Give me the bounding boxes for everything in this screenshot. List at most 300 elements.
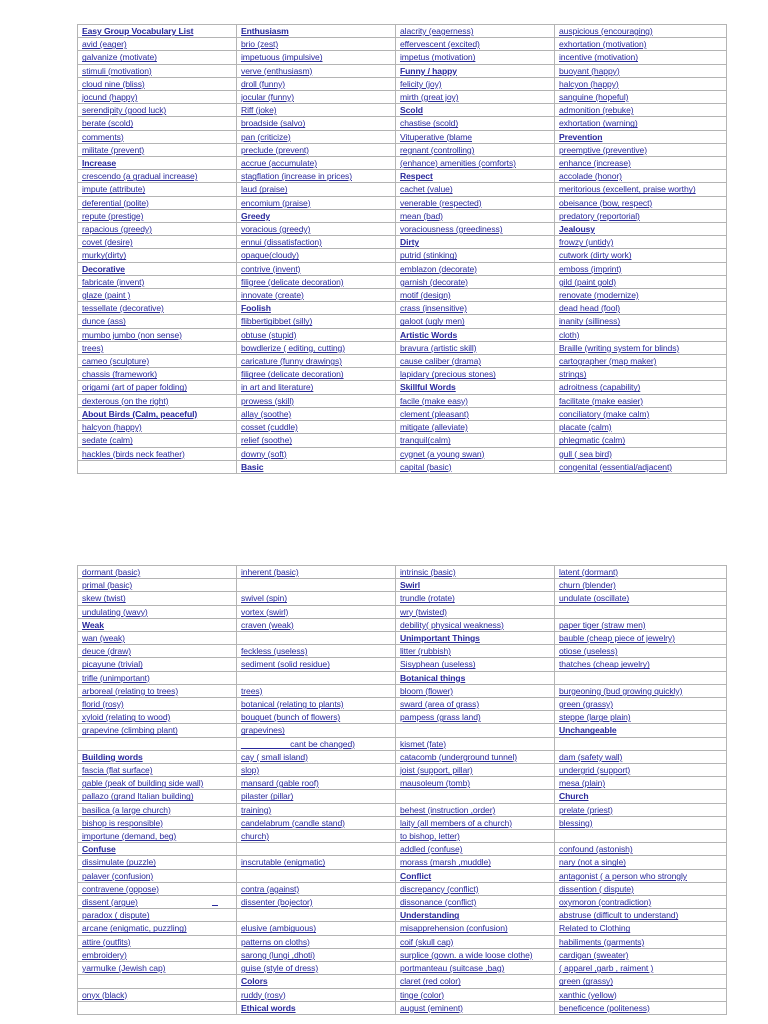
vocabulary-cell: mirth (great joy) bbox=[396, 91, 555, 104]
vocabulary-cell: placate (calm) bbox=[555, 421, 727, 434]
vocabulary-cell: phlegmatic (calm) bbox=[555, 434, 727, 447]
vocabulary-cell: mesa (plain) bbox=[555, 777, 727, 790]
vocabulary-cell: paradox ( dispute) bbox=[78, 909, 237, 922]
vocabulary-cell: chastise (scold) bbox=[396, 117, 555, 130]
table-row bbox=[78, 856, 727, 869]
vocabulary-cell: emblazon (decorate) bbox=[396, 262, 555, 275]
vocabulary-cell: deuce (draw) bbox=[78, 645, 237, 658]
table-row bbox=[78, 658, 727, 671]
vocabulary-cell: burgeoning (bud growing quickly) bbox=[555, 684, 727, 697]
vocabulary-cell: embroidery) bbox=[78, 948, 237, 961]
vocabulary-cell: facilitate (make easier) bbox=[555, 394, 727, 407]
category-heading-cell: Greedy bbox=[237, 209, 396, 222]
vocabulary-cell: dexterous (on the right) bbox=[78, 394, 237, 407]
vocabulary-cell bbox=[237, 579, 396, 592]
category-heading-cell: Weak bbox=[78, 618, 237, 631]
table-row bbox=[78, 289, 727, 302]
vocabulary-cell bbox=[78, 975, 237, 988]
vocabulary-cell: innovate (create) bbox=[237, 289, 396, 302]
vocabulary-cell: mumbo jumbo (non sense) bbox=[78, 328, 237, 341]
table-row bbox=[78, 816, 727, 829]
vocabulary-cell: ruddy (rosy) bbox=[237, 988, 396, 1001]
category-heading-cell: Enthusiasm bbox=[237, 25, 396, 38]
vocabulary-cell: dead head (fool) bbox=[555, 302, 727, 315]
vocabulary-cell: picayune (trivial) bbox=[78, 658, 237, 671]
vocabulary-cell: motif (design) bbox=[396, 289, 555, 302]
table-row bbox=[78, 935, 727, 948]
vocabulary-cell: murky(dirty) bbox=[78, 249, 237, 262]
table-row bbox=[78, 948, 727, 961]
vocabulary-cell: covet (desire) bbox=[78, 236, 237, 249]
vocabulary-cell: botanical (relating to plants) bbox=[237, 698, 396, 711]
table-row bbox=[78, 262, 727, 275]
table-row bbox=[78, 671, 727, 684]
table-row bbox=[78, 592, 727, 605]
vocabulary-cell: dissonance (conflict) bbox=[396, 896, 555, 909]
vocabulary-cell: Related to Clothing bbox=[555, 922, 727, 935]
vocabulary-cell: halcyon (happy) bbox=[78, 421, 237, 434]
vocabulary-cell: renovate (modernize) bbox=[555, 289, 727, 302]
vocabulary-cell: litter (rubbish) bbox=[396, 645, 555, 658]
vocabulary-cell: downy (soft) bbox=[237, 447, 396, 460]
vocabulary-cell: catacomb (underground tunnel) bbox=[396, 750, 555, 763]
vocabulary-cell: sward (area of grass) bbox=[396, 698, 555, 711]
table-row bbox=[78, 183, 727, 196]
vocabulary-cell: comments) bbox=[78, 130, 237, 143]
vocabulary-cell: exhortation (warning) bbox=[555, 117, 727, 130]
vocabulary-cell: florid (rosy) bbox=[78, 698, 237, 711]
vocabulary-cell: stagflation (increase in prices) bbox=[237, 170, 396, 183]
category-heading-cell: Swirl bbox=[396, 579, 555, 592]
table-row bbox=[78, 698, 727, 711]
vocabulary-cell: mean (bad) bbox=[396, 209, 555, 222]
vocabulary-cell bbox=[555, 830, 727, 843]
table-row bbox=[78, 605, 727, 618]
table-row bbox=[78, 223, 727, 236]
category-heading-cell: Skillful Words bbox=[396, 381, 555, 394]
table-row bbox=[78, 328, 727, 341]
vocabulary-cell: ennui (dissatisfaction) bbox=[237, 236, 396, 249]
vocabulary-cell: beneficence (politeness) bbox=[555, 1001, 727, 1014]
table-row bbox=[78, 724, 727, 737]
table-row bbox=[78, 618, 727, 631]
vocabulary-cell bbox=[396, 724, 555, 737]
table-row bbox=[78, 381, 727, 394]
vocabulary-cell: pallazo (grand Italian building) bbox=[78, 790, 237, 803]
table-row bbox=[78, 975, 727, 988]
vocabulary-cell: Sisyphean (useless) bbox=[396, 658, 555, 671]
vocabulary-cell: nary (not a single) bbox=[555, 856, 727, 869]
category-heading-cell: Ethical words bbox=[237, 1001, 396, 1014]
table-row bbox=[78, 803, 727, 816]
vocabulary-cell: impetuous (impulsive) bbox=[237, 51, 396, 64]
table-row bbox=[78, 896, 727, 909]
vocabulary-cell: church) bbox=[237, 830, 396, 843]
table-row bbox=[78, 64, 727, 77]
vocabulary-cell: feckless (useless) bbox=[237, 645, 396, 658]
vocabulary-cell: grapevines) bbox=[237, 724, 396, 737]
vocabulary-cell bbox=[555, 671, 727, 684]
vocabulary-cell: brio (zest) bbox=[237, 38, 396, 51]
category-heading-cell: Botanical things bbox=[396, 671, 555, 684]
table-row bbox=[78, 394, 727, 407]
vocabulary-cell: wan (weak) bbox=[78, 632, 237, 645]
vocabulary-cell: pilaster (pillar) bbox=[237, 790, 396, 803]
table-row bbox=[78, 249, 727, 262]
vocabulary-cell: frowzy (untidy) bbox=[555, 236, 727, 249]
category-heading-cell: Funny / happy bbox=[396, 64, 555, 77]
vocabulary-cell: voraciousness (greediness) bbox=[396, 223, 555, 236]
vocabulary-cell: xyloid (relating to wood) bbox=[78, 711, 237, 724]
vocabulary-cell: crescendo (a gradual increase) bbox=[78, 170, 237, 183]
vocabulary-cell: dissention ( dispute) bbox=[555, 882, 727, 895]
vocabulary-cell: attire (outfits) bbox=[78, 935, 237, 948]
vocabulary-cell: sedate (calm) bbox=[78, 434, 237, 447]
table-row bbox=[78, 341, 727, 354]
vocabulary-cell: gable (peak of building side wall) bbox=[78, 777, 237, 790]
vocabulary-cell: dissent (argue) bbox=[78, 896, 237, 909]
table-row bbox=[78, 434, 727, 447]
table-row bbox=[78, 645, 727, 658]
vocabulary-cell: serendipity (good luck) bbox=[78, 104, 237, 117]
vocabulary-cell: sanguine (hopeful) bbox=[555, 91, 727, 104]
vocabulary-cell: sediment (solid residue) bbox=[237, 658, 396, 671]
vocabulary-cell: preclude (prevent) bbox=[237, 143, 396, 156]
vocabulary-cell: glaze (paint ) bbox=[78, 289, 237, 302]
table-row bbox=[78, 104, 727, 117]
vocabulary-cell: green (grassy) bbox=[555, 698, 727, 711]
table-row bbox=[78, 117, 727, 130]
table-row bbox=[78, 38, 727, 51]
vocabulary-cell: intrinsic (basic) bbox=[396, 566, 555, 579]
vocabulary-cell: bloom (flower) bbox=[396, 684, 555, 697]
vocabulary-cell: skew (twist) bbox=[78, 592, 237, 605]
vocabulary-cell: kismet (fate) bbox=[396, 737, 555, 750]
vocabulary-cell: dormant (basic) bbox=[78, 566, 237, 579]
vocabulary-cell: avid (eager) bbox=[78, 38, 237, 51]
vocabulary-cell: allay (soothe) bbox=[237, 407, 396, 420]
vocabulary-cell: thatches (cheap jewelry) bbox=[555, 658, 727, 671]
vocabulary-cell: oxymoron (contradiction) bbox=[555, 896, 727, 909]
vocabulary-cell: swivel (spin) bbox=[237, 592, 396, 605]
vocabulary-cell: buoyant (happy) bbox=[555, 64, 727, 77]
table-row bbox=[78, 315, 727, 328]
vocabulary-cell: wry (twisted) bbox=[396, 605, 555, 618]
table-row bbox=[78, 843, 727, 856]
vocabulary-cell: broadside (salvo) bbox=[237, 117, 396, 130]
vocabulary-cell: discrepancy (conflict) bbox=[396, 882, 555, 895]
vocabulary-cell bbox=[237, 632, 396, 645]
vocabulary-cell: lapidary (precious stones) bbox=[396, 368, 555, 381]
vocabulary-cell: behest (instruction ,order) bbox=[396, 803, 555, 816]
category-heading-cell: Respect bbox=[396, 170, 555, 183]
vocabulary-cell: portmanteau (suitcase ,bag) bbox=[396, 962, 555, 975]
vocabulary-cell: deferential (polite) bbox=[78, 196, 237, 209]
table-row bbox=[78, 157, 727, 170]
category-heading-cell: Unimportant Things bbox=[396, 632, 555, 645]
vocabulary-cell: origami (art of paper folding) bbox=[78, 381, 237, 394]
table-row bbox=[78, 355, 727, 368]
vocabulary-cell: emboss (imprint) bbox=[555, 262, 727, 275]
table-row bbox=[78, 236, 727, 249]
vocabulary-cell: cloth) bbox=[555, 328, 727, 341]
category-heading-cell: Scold bbox=[396, 104, 555, 117]
vocabulary-cell: stimuli (motivation) bbox=[78, 64, 237, 77]
vocabulary-cell: conciliatory (make calm) bbox=[555, 407, 727, 420]
vocabulary-cell: candelabrum (candle stand) bbox=[237, 816, 396, 829]
vocabulary-cell: laity (all members of a church) bbox=[396, 816, 555, 829]
vocabulary-cell: admonition (rebuke) bbox=[555, 104, 727, 117]
vocabulary-cell: meritorious (excellent, praise worthy) bbox=[555, 183, 727, 196]
vocabulary-cell: undergrid (support) bbox=[555, 764, 727, 777]
vocabulary-cell: impute (attribute) bbox=[78, 183, 237, 196]
vocabulary-cell: cosset (cuddle) bbox=[237, 421, 396, 434]
vocabulary-cell: flibbertigibbet (silly) bbox=[237, 315, 396, 328]
vocabulary-cell: churn (blender) bbox=[555, 579, 727, 592]
vocabulary-cell: repute (prestige) bbox=[78, 209, 237, 222]
vocabulary-cell: crass (insensitive) bbox=[396, 302, 555, 315]
vocabulary-cell: basilica (a large church) bbox=[78, 803, 237, 816]
table-row bbox=[78, 777, 727, 790]
vocabulary-cell: bishop is responsible) bbox=[78, 816, 237, 829]
category-heading-cell: Foolish bbox=[237, 302, 396, 315]
vocabulary-cell: bravura (artistic skill) bbox=[396, 341, 555, 354]
vocabulary-cell: paper tiger (straw men) bbox=[555, 618, 727, 631]
table-row bbox=[78, 143, 727, 156]
vocabulary-cell: cloud nine (bliss) bbox=[78, 77, 237, 90]
vocabulary-cell: debility( physical weakness) bbox=[396, 618, 555, 631]
vocabulary-cell: sarong (lungi ,dhoti) bbox=[237, 948, 396, 961]
vocabulary-table-bottom bbox=[77, 565, 727, 1015]
vocabulary-cell: training) bbox=[237, 803, 396, 816]
vocabulary-cell: ( apparel ,garb , raiment ) bbox=[555, 962, 727, 975]
vocabulary-cell: confound (astonish) bbox=[555, 843, 727, 856]
vocabulary-cell: contravene (oppose) bbox=[78, 882, 237, 895]
vocabulary-cell: grapevine (climbing plant) bbox=[78, 724, 237, 737]
category-heading-cell: Jealousy bbox=[555, 223, 727, 236]
table-row bbox=[78, 579, 727, 592]
stray-underline-mark bbox=[212, 905, 218, 906]
vocabulary-cell: jocund (happy) bbox=[78, 91, 237, 104]
vocabulary-cell bbox=[78, 460, 237, 473]
vocabulary-cell: misapprehension (confusion) bbox=[396, 922, 555, 935]
vocabulary-cell: adroitness (capability) bbox=[555, 381, 727, 394]
vocabulary-cell: dissimulate (puzzle) bbox=[78, 856, 237, 869]
table-row bbox=[78, 302, 727, 315]
table-row bbox=[78, 421, 727, 434]
vocabulary-cell: cay ( small island) bbox=[237, 750, 396, 763]
vocabulary-cell: guise (style of dress) bbox=[237, 962, 396, 975]
table-row bbox=[78, 447, 727, 460]
vocabulary-cell: accolade (honor) bbox=[555, 170, 727, 183]
vocabulary-cell: chassis (framework) bbox=[78, 368, 237, 381]
vocabulary-cell: cardigan (sweater) bbox=[555, 948, 727, 961]
vocabulary-cell: importune (demand, beg) bbox=[78, 830, 237, 843]
table-row bbox=[78, 460, 727, 473]
vocabulary-cell: voracious (greedy) bbox=[237, 223, 396, 236]
table-row bbox=[78, 407, 727, 420]
vocabulary-cell: congenital (essential/adjacent) bbox=[555, 460, 727, 473]
table-row bbox=[78, 170, 727, 183]
vocabulary-cell: august (eminent) bbox=[396, 1001, 555, 1014]
vocabulary-cell: __________ cant be changed) bbox=[237, 737, 396, 750]
vocabulary-cell: elusive (ambiguous) bbox=[237, 922, 396, 935]
vocabulary-cell: morass (marsh ,muddle) bbox=[396, 856, 555, 869]
vocabulary-cell: relief (soothe) bbox=[237, 434, 396, 447]
vocabulary-cell bbox=[78, 1001, 237, 1014]
vocabulary-cell: bowdlerize ( editing, cutting) bbox=[237, 341, 396, 354]
table-row bbox=[78, 909, 727, 922]
vocabulary-cell: trundle (rotate) bbox=[396, 592, 555, 605]
vocabulary-cell: arcane (enigmatic, puzzling) bbox=[78, 922, 237, 935]
vocabulary-cell: obtuse (stupid) bbox=[237, 328, 396, 341]
vocabulary-cell: in art and literature) bbox=[237, 381, 396, 394]
table-row bbox=[78, 988, 727, 1001]
table-row bbox=[78, 711, 727, 724]
vocabulary-cell bbox=[78, 737, 237, 750]
vocabulary-cell: pan (criticize) bbox=[237, 130, 396, 143]
vocabulary-cell: steppe (large plain) bbox=[555, 711, 727, 724]
vocabulary-cell: clement (pleasant) bbox=[396, 407, 555, 420]
vocabulary-cell: undulating (wavy) bbox=[78, 605, 237, 618]
vocabulary-cell: contrive (invent) bbox=[237, 262, 396, 275]
table-row bbox=[78, 566, 727, 579]
table-row bbox=[78, 684, 727, 697]
vocabulary-cell: verve (enthusiasm) bbox=[237, 64, 396, 77]
vocabulary-cell bbox=[237, 671, 396, 684]
vocabulary-cell: inscrutable (enigmatic) bbox=[237, 856, 396, 869]
category-heading-cell: Increase bbox=[78, 157, 237, 170]
vocabulary-cell: palaver (confusion) bbox=[78, 869, 237, 882]
vocabulary-cell: onyx (black) bbox=[78, 988, 237, 1001]
vocabulary-cell: mitigate (alleviate) bbox=[396, 421, 555, 434]
vocabulary-cell: filigree (delicate decoration) bbox=[237, 368, 396, 381]
vocabulary-cell: auspicious (encouraging) bbox=[555, 25, 727, 38]
category-heading-cell: Dirty bbox=[396, 236, 555, 249]
vocabulary-cell: mausoleum (tomb) bbox=[396, 777, 555, 790]
vocabulary-cell: caricature (funny drawings) bbox=[237, 355, 396, 368]
vocabulary-cell: Braille (writing system for blinds) bbox=[555, 341, 727, 354]
vocabulary-cell: gull ( sea bird) bbox=[555, 447, 727, 460]
vocabulary-cell: filigree (delicate decoration) bbox=[237, 275, 396, 288]
table-row bbox=[78, 368, 727, 381]
vocabulary-cell: craven (weak) bbox=[237, 618, 396, 631]
vocabulary-cell: hackles (birds neck feather) bbox=[78, 447, 237, 460]
vocabulary-cell: mansard (gable roof) bbox=[237, 777, 396, 790]
category-heading-cell: Artistic Words bbox=[396, 328, 555, 341]
vocabulary-cell: accrue (accumulate) bbox=[237, 157, 396, 170]
table-row bbox=[78, 790, 727, 803]
vocabulary-cell: prowess (skill) bbox=[237, 394, 396, 407]
vocabulary-cell: Riff (joke) bbox=[237, 104, 396, 117]
vocabulary-cell: (enhance) amenities (comforts) bbox=[396, 157, 555, 170]
vocabulary-cell: prelate (priest) bbox=[555, 803, 727, 816]
vocabulary-cell: tessellate (decorative) bbox=[78, 302, 237, 315]
vocabulary-cell: blessing) bbox=[555, 816, 727, 829]
vocabulary-cell: dissenter (bojector) bbox=[237, 896, 396, 909]
table-row bbox=[78, 922, 727, 935]
vocabulary-cell: rapacious (greedy) bbox=[78, 223, 237, 236]
vocabulary-cell: inanity (silliness) bbox=[555, 315, 727, 328]
table-row bbox=[78, 91, 727, 104]
vocabulary-cell: claret (red color) bbox=[396, 975, 555, 988]
table-row bbox=[78, 209, 727, 222]
category-heading-cell: Understanding bbox=[396, 909, 555, 922]
table-row bbox=[78, 51, 727, 64]
vocabulary-cell: inherent (basic) bbox=[237, 566, 396, 579]
vocabulary-cell: cartographer (map maker) bbox=[555, 355, 727, 368]
table-row bbox=[78, 764, 727, 777]
vocabulary-cell: addled (confuse) bbox=[396, 843, 555, 856]
vocabulary-cell: jocular (funny) bbox=[237, 91, 396, 104]
vocabulary-cell bbox=[396, 790, 555, 803]
vocabulary-cell: green (grassy) bbox=[555, 975, 727, 988]
vocabulary-cell: cachet (value) bbox=[396, 183, 555, 196]
vocabulary-cell: effervescent (excited) bbox=[396, 38, 555, 51]
vocabulary-cell: surplice (gown. a wide loose clothe) bbox=[396, 948, 555, 961]
vocabulary-cell: galoot (ugly men) bbox=[396, 315, 555, 328]
vocabulary-cell: bauble (cheap piece of jewelry) bbox=[555, 632, 727, 645]
vocabulary-cell: to bishop, letter) bbox=[396, 830, 555, 843]
vocabulary-cell: obeisance (bow, respect) bbox=[555, 196, 727, 209]
vocabulary-cell: trifle (unimportant) bbox=[78, 671, 237, 684]
category-heading-cell: About Birds (Calm, peaceful) bbox=[78, 407, 237, 420]
vocabulary-cell: otiose (useless) bbox=[555, 645, 727, 658]
vocabulary-cell: alacrity (eagerness) bbox=[396, 25, 555, 38]
vocabulary-cell: droll (funny) bbox=[237, 77, 396, 90]
vocabulary-cell: primal (basic) bbox=[78, 579, 237, 592]
vocabulary-cell: exhortation (motivation) bbox=[555, 38, 727, 51]
vocabulary-cell bbox=[237, 843, 396, 856]
vocabulary-cell bbox=[555, 605, 727, 618]
vocabulary-cell: cause caliber (drama) bbox=[396, 355, 555, 368]
category-heading-cell: Unchangeable bbox=[555, 724, 727, 737]
vocabulary-cell: antagonist ( a person who strongly bbox=[555, 869, 727, 882]
category-heading-cell: Easy Group Vocabulary List bbox=[78, 25, 237, 38]
category-heading-cell: Church bbox=[555, 790, 727, 803]
vocabulary-cell: yarmulke (Jewish cap) bbox=[78, 962, 237, 975]
vocabulary-cell: abstruse (difficult to understand) bbox=[555, 909, 727, 922]
vocabulary-cell: encomium (praise) bbox=[237, 196, 396, 209]
table-row bbox=[78, 882, 727, 895]
vocabulary-cell: capital (basic) bbox=[396, 460, 555, 473]
vocabulary-cell bbox=[237, 909, 396, 922]
vocabulary-cell: habiliments (garments) bbox=[555, 935, 727, 948]
vocabulary-cell: fabricate (invent) bbox=[78, 275, 237, 288]
category-heading-cell: Building words bbox=[78, 750, 237, 763]
vocabulary-cell: enhance (increase) bbox=[555, 157, 727, 170]
category-heading-cell: Prevention bbox=[555, 130, 727, 143]
vocabulary-cell: cygnet (a young swan) bbox=[396, 447, 555, 460]
vocabulary-cell: patterns on cloths) bbox=[237, 935, 396, 948]
vocabulary-cell: bouquet (bunch of flowers) bbox=[237, 711, 396, 724]
vocabulary-cell: slop) bbox=[237, 764, 396, 777]
table-row bbox=[78, 962, 727, 975]
vocabulary-cell: facile (make easy) bbox=[396, 394, 555, 407]
vocabulary-cell: halcyon (happy) bbox=[555, 77, 727, 90]
vocabulary-cell: coif (skull cap) bbox=[396, 935, 555, 948]
category-heading-cell: Decorative bbox=[78, 262, 237, 275]
vocabulary-cell: contra (against) bbox=[237, 882, 396, 895]
vocabulary-cell: pampess (grass land) bbox=[396, 711, 555, 724]
vocabulary-cell: dunce (ass) bbox=[78, 315, 237, 328]
vocabulary-cell: galvanize (motivate) bbox=[78, 51, 237, 64]
vocabulary-cell: Vituperative (blame bbox=[396, 130, 555, 143]
vocabulary-cell: trees) bbox=[78, 341, 237, 354]
category-heading-cell: Confuse bbox=[78, 843, 237, 856]
vocabulary-cell: fascia (flat surface) bbox=[78, 764, 237, 777]
table-row bbox=[78, 275, 727, 288]
